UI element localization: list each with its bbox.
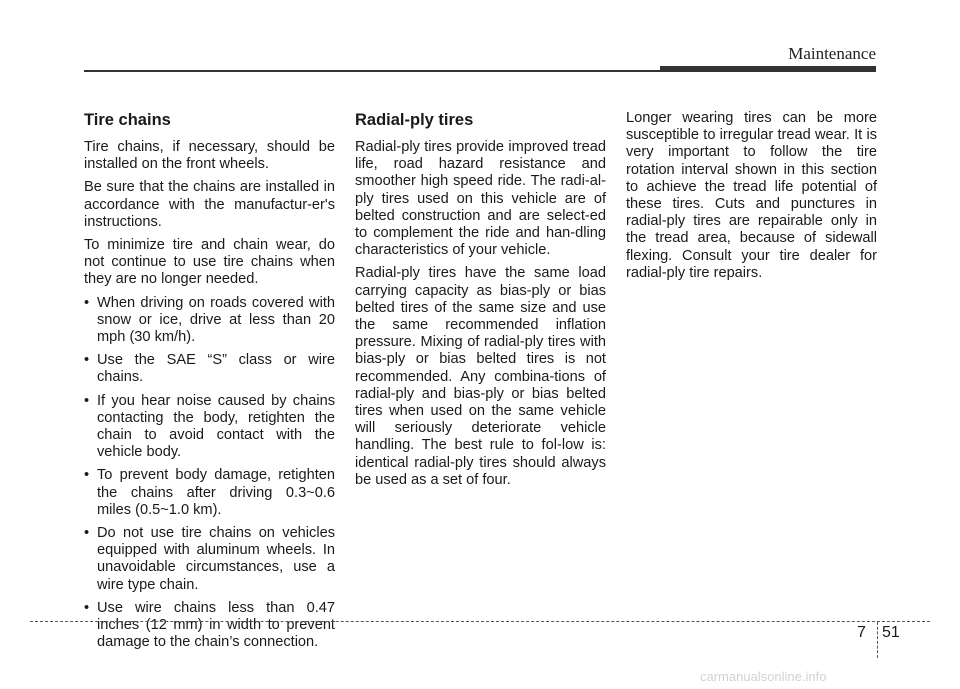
header-rule-accent <box>660 66 876 72</box>
tire-chain-bullet-list <box>84 295 335 652</box>
list-item: • When driving on roads covered with snow or ice, drive at less than 20 mph (30 km/h). <box>84 295 335 347</box>
page-number: 51 <box>882 624 900 641</box>
chapter-number: 7 <box>857 624 866 641</box>
column-radial-ply <box>355 110 606 495</box>
column-longer-wearing <box>626 110 877 288</box>
list-item: • Use wire chains less than 0.47 inches (12 mm) in width to prevent damage to the chain’s connection. <box>84 600 335 652</box>
list-item: • To prevent body damage, retighten the chains after driving 0.3~0.6 miles (0.5~1.0 km). <box>84 467 335 519</box>
paragraph: To minimize tire and chain wear, do not continue to use tire chains when they are no longer needed. <box>84 237 335 288</box>
column-tire-chains <box>84 110 335 657</box>
section-title: Maintenance <box>788 44 876 63</box>
heading-radial-ply: Radial-ply tires <box>355 111 474 129</box>
paragraph: Radial-ply tires provide improved tread life, road hazard resistance and smoother high speed ride. The radi-al-ply tires used on this vehicle are of belted construction and are select-ed to complement the ride and han-dling characteristics of your vehicle. <box>355 139 606 259</box>
page-number-divider <box>877 622 878 658</box>
heading-tire-chains: Tire chains <box>84 111 171 129</box>
watermark: carmanualsonline.info <box>700 669 827 684</box>
paragraph: Radial-ply tires have the same load carrying capacity as bias-ply or bias belted tires of the same size and use the same recommended inflation pressure. Mixing of radial-ply tires with bias-ply or bias belted tires is not recommended. Any combina-tions of radial-ply and bias-ply or bias belted tires when used on the same vehicle will seriously deteriorate vehicle handling. The best rule to fol-low is: identical radial-ply tires should always be used as a set of four. <box>355 265 606 488</box>
list-item: • If you hear noise caused by chains contacting the body, retighten the chain to avoid contact with the vehicle body. <box>84 393 335 462</box>
list-item: • Do not use tire chains on vehicles equipped with aluminum wheels. In unavoidable circumstances, use a wire type chain. <box>84 525 335 594</box>
footer-rule <box>30 621 930 622</box>
header-rule <box>84 70 660 72</box>
paragraph: Be sure that the chains are installed in accordance with the manufactur-er's instructions. <box>84 179 335 230</box>
paragraph: Longer wearing tires can be more susceptible to irregular tread wear. It is very important to follow the tire rotation interval shown in this section to achieve the tread life potential of these tires. Cuts and punctures in radial-ply tires are repairable only in the tread area, because of sidewall flexing. Consult your tire dealer for radial-ply tire repairs. <box>626 110 877 281</box>
paragraph: Tire chains, if necessary, should be installed on the front wheels. <box>84 139 335 173</box>
list-item: • Use the SAE “S” class or wire chains. <box>84 352 335 386</box>
